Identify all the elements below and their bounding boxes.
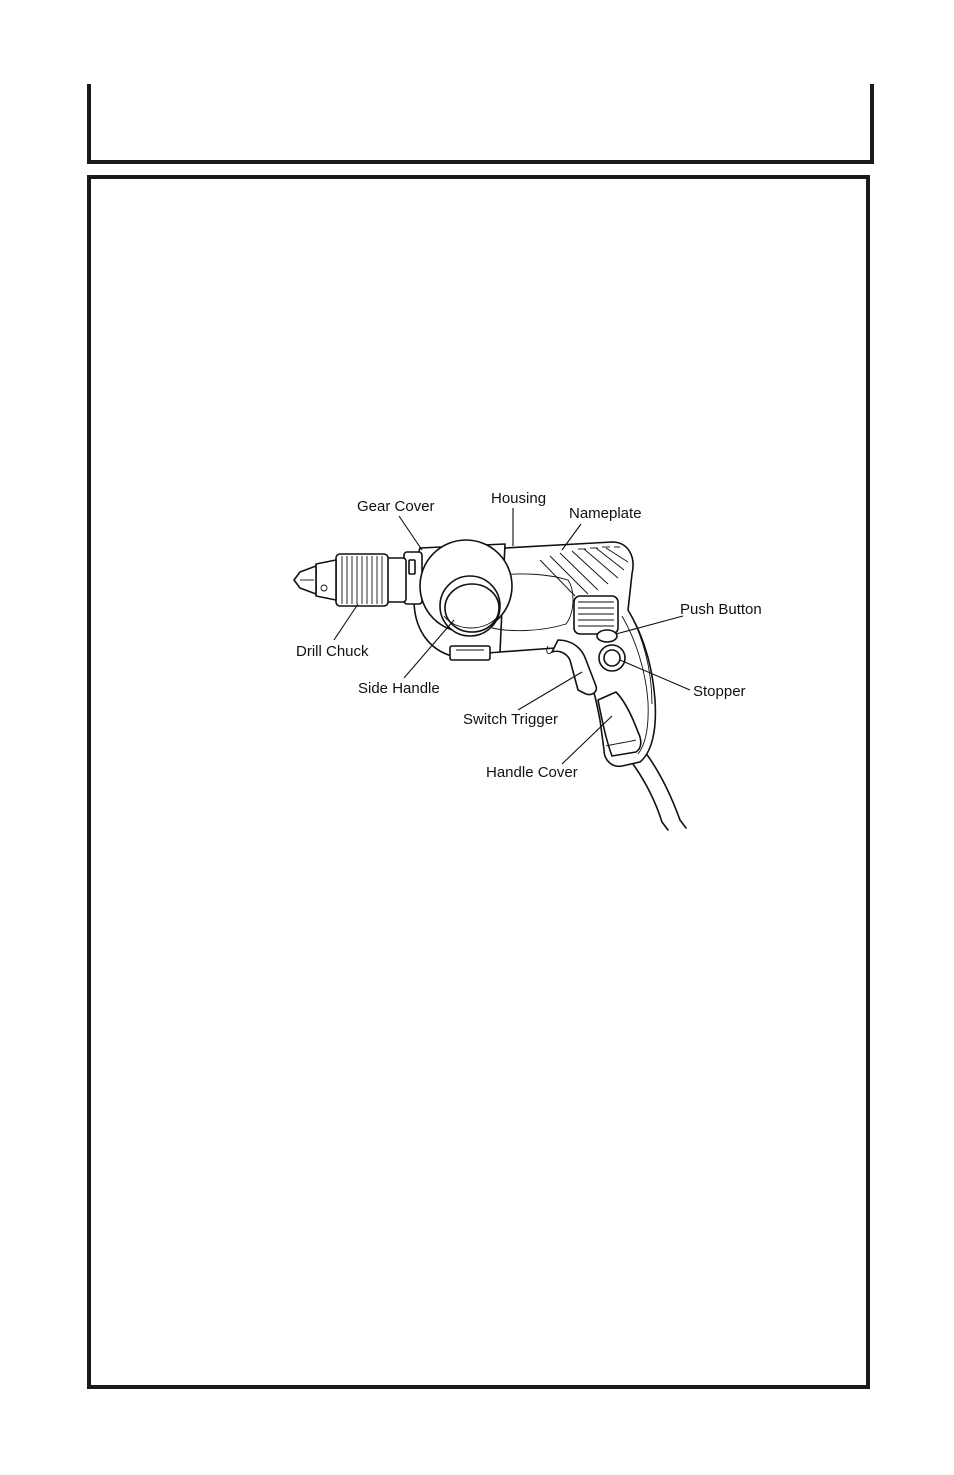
- label-switch-trigger: Switch Trigger: [463, 711, 559, 728]
- vent-grille: [574, 596, 618, 634]
- label-nameplate: Nameplate: [569, 505, 642, 522]
- label-gear-cover: Gear Cover: [357, 498, 435, 515]
- label-drill-chuck: Drill Chuck: [296, 643, 369, 660]
- power-cord: [630, 752, 686, 830]
- label-push-button: Push Button: [680, 601, 762, 618]
- gear-cover-part: [384, 552, 422, 604]
- drill-illustration: [294, 540, 686, 830]
- drill-chuck-part: [294, 554, 388, 606]
- label-stopper: Stopper: [693, 683, 746, 700]
- label-handle-cover: Handle Cover: [486, 764, 578, 781]
- push-button-part: [597, 630, 617, 642]
- label-housing: Housing: [491, 490, 547, 507]
- stopper-part: [599, 645, 625, 671]
- label-side-handle: Side Handle: [358, 680, 440, 697]
